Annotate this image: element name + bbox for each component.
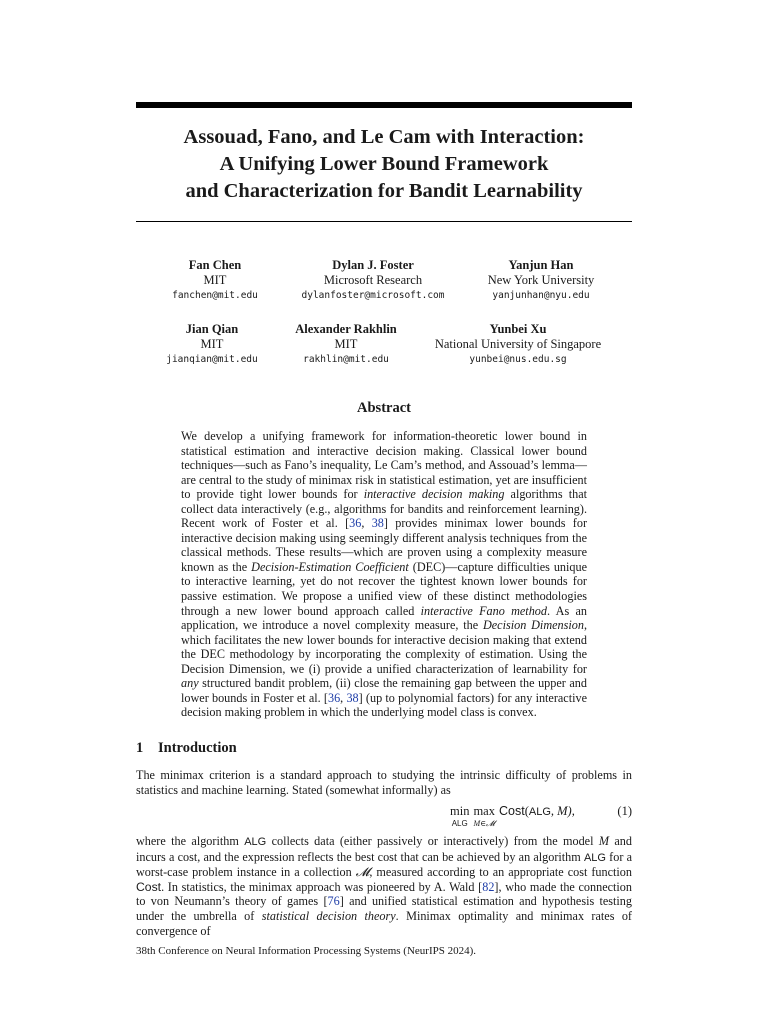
section-title: Introduction [158,740,237,756]
author-email[interactable]: yanjunhan@nyu.edu [492,290,590,301]
abstract-segment: , [361,516,372,531]
text-segment: . Minimax optimality and minimax rates of convergence of [136,908,632,938]
citation-link[interactable]: 36 [327,690,341,705]
equation-number: (1) [617,804,632,818]
author-block [441,258,641,304]
author-affiliation: New York University [487,273,595,287]
abstract-text [181,429,587,720]
citation-link[interactable]: 82 [482,879,495,894]
title-line-2: A Unifying Lower Bound Framework [219,153,549,175]
author-name: Alexander Rakhlin [295,322,397,336]
alg-token: ALG [244,836,267,848]
text-segment: for a worst-case problem instance in a collection [136,849,633,880]
citation-link[interactable]: 76 [327,894,340,909]
eq-alg: ALG [528,806,551,818]
intro-paragraph-1: The minimax criterion is a standard approach to studying the intrinsic difficulty of problems in statistics and machine learning. Stated (somewhat informally) as [136,768,632,797]
author-email[interactable]: dylanfoster@microsoft.com [301,290,445,301]
text-emphasis: statistical decision theory [261,908,396,923]
cost-token: Cost [136,879,162,894]
abstract-emphasis: Decision-Estimation Coefficient [251,559,409,574]
abstract-segment: structured bandit problem, (ii) close the remaining gap between the upper and lower bounds in Foster et al. [ [181,676,587,705]
author-block [418,322,618,368]
math-symbol: 𝓜 [355,865,370,880]
equation-body [450,804,575,828]
text-segment: and incurs a cost, and the expression reflects the best cost that can be achieved by an algorithm [136,834,632,864]
abstract-segment: We develop a unifying framework for information-theoretic lower bound in statistical estimation and interactive decision making. Classical lower bound techniques—such as Fano’s inequality, Le Cam’s method, and Assouad’s lemma—are central to the study of minimax risk in statistical estimation, yet are insufficient to provide tight lower bounds for [181,429,587,502]
author-name: Yunbei Xu [489,322,547,336]
author-name: Yanjun Han [508,258,574,272]
math-symbol: M [598,834,609,848]
author-affiliation: Microsoft Research [323,273,423,287]
author-name: Fan Chen [188,258,242,272]
title-rule [136,221,632,222]
author-affiliation: MIT [203,273,227,287]
eq-args: , M), [550,804,575,818]
author-affiliation: MIT [200,337,224,351]
text-segment: where the algorithm [136,834,245,848]
abstract-segment: ] (up to polynomial factors) for any interactive decision making problem in which the underlying model class is convex. [181,690,587,720]
author-affiliation: National University of Singapore [434,337,602,351]
author-affiliation: MIT [334,337,358,351]
section-number: 1 [136,740,144,756]
text-segment: ], who made the connection to von Neumann’s theory of games [ [136,879,632,909]
paper-title [136,124,632,205]
abstract-emphasis: interactive decision making [363,487,505,502]
abstract-segment: ] provides minimax lower bounds for interactive decision making using seemingly different analysis techniques from the classical methods. These results—which are proven using a complexity measure known as the [181,516,588,574]
abstract-segment: algorithms that collect data interactively (e.g., algorithms for bandits and reinforcement learning). Recent work of Foster et al. [ [181,487,588,531]
title-line-1: Assouad, Fano, and Le Cam with Interaction: [183,126,585,148]
min-label: min [450,804,470,818]
author-name: Dylan J. Foster [332,258,414,272]
abstract-segment: , which facilitates the new lower bounds for interactive decision making that extend the DEC methodology by incorporating the complexity of estimation. Using the Decision Dimension, we (i) provide a unified characterization of learnability for [181,618,587,676]
eq-paren: ( [524,804,529,818]
author-name: Jian Qian [185,322,239,336]
author-email[interactable]: fanchen@mit.edu [172,290,258,301]
intro-paragraph-2 [136,834,632,938]
abstract-segment: . As an application, we introduce a novel complexity measure, the [181,603,587,633]
citation-link[interactable]: 38 [371,516,384,531]
top-rule [136,102,632,108]
author-email[interactable]: rakhlin@mit.edu [303,354,389,365]
author-email[interactable]: yunbei@nus.edu.sg [469,354,567,365]
section-heading [136,740,237,757]
text-segment: ] and unified statistical estimation and hypothesis testing under the umbrella of [136,894,632,923]
abstract-segment: (DEC)—capture difficulties unique to interactive learning, yet do not recover the tightest known lower bounds for passive estimation. We propose a unified view of these distinct methodologies through a new lower bound approach called [181,559,588,618]
text-segment: collects data (either passively or interactively) from the model [266,834,599,848]
equation-1 [136,801,632,831]
min-subscript: ALG [451,819,468,828]
cost-function: Cost [499,804,525,818]
max-subscript: M∈𝓜 [473,819,495,828]
conference-footer: 38th Conference on Neural Information Processing Systems (NeurIPS 2024). [136,945,477,957]
title-line-3: and Characterization for Bandit Learnability [185,180,583,202]
abstract-heading: Abstract [357,400,411,416]
max-label: max [473,804,495,818]
text-segment: , measured according to an appropriate cost function [369,865,632,880]
abstract-emphasis: any [181,676,199,691]
abstract-segment: , [340,690,347,705]
min-operator [450,804,469,828]
max-operator [473,804,495,828]
text-segment: . In statistics, the minimax approach was pioneered by A. Wald [ [161,879,483,894]
author-email[interactable]: jianqian@mit.edu [166,354,258,365]
citation-link[interactable]: 38 [346,690,359,705]
alg-token: ALG [583,851,606,864]
abstract-emphasis: interactive Fano method [420,603,547,618]
author-block [246,322,446,368]
abstract-emphasis: Decision Dimension [482,618,584,633]
citation-link[interactable]: 36 [349,516,362,531]
